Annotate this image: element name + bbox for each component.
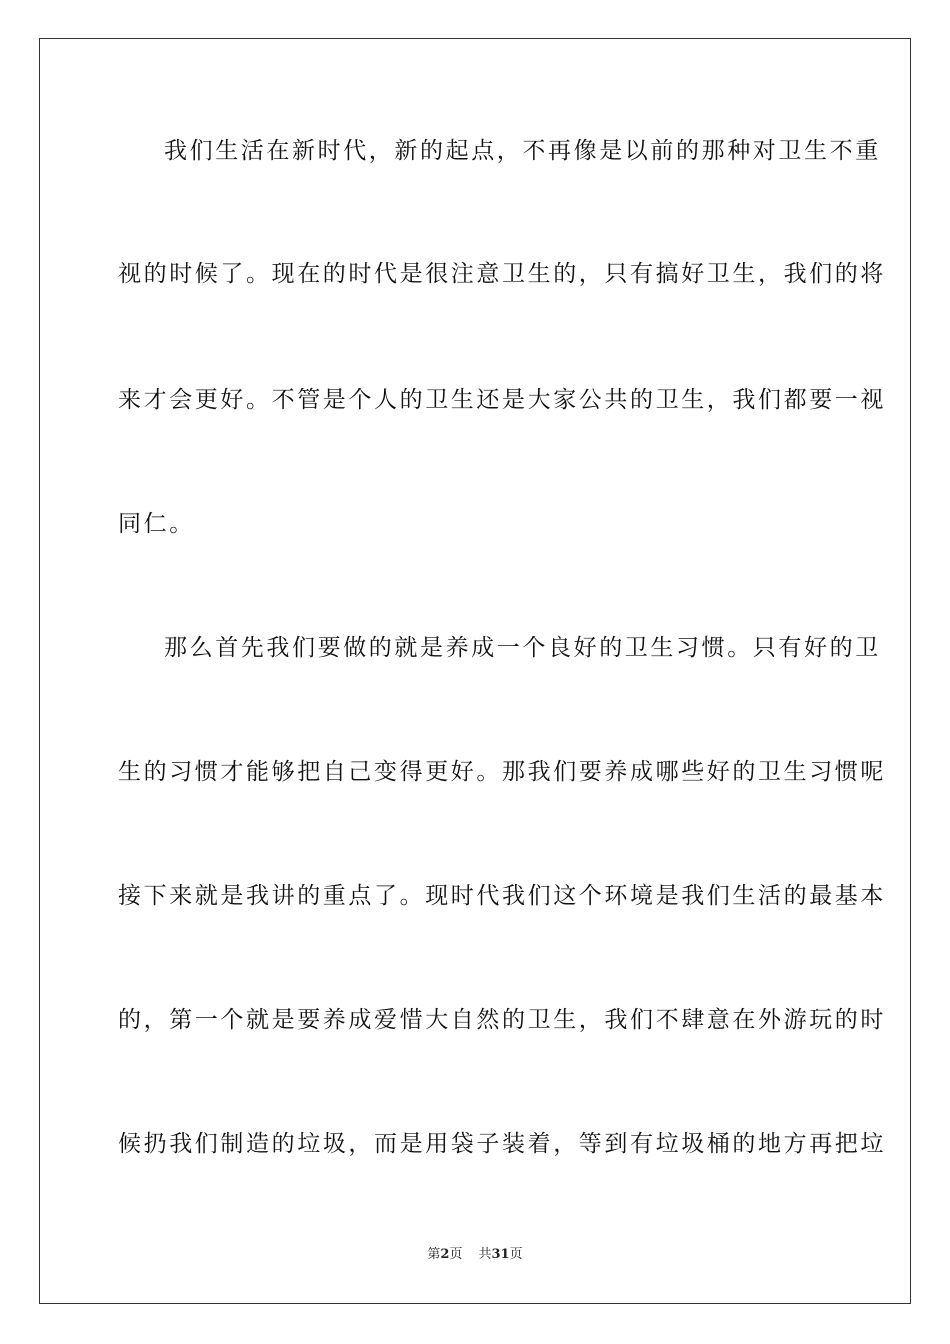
page-prefix: 第: [427, 1247, 441, 1262]
paragraph-1-line-2: 视的时候了。现在的时代是很注意卫生的，只有搞好卫生，我们的将: [118, 261, 886, 287]
paragraph-2-line-2: 生的习惯才能够把自己变得更好。那我们要养成哪些好的卫生习惯呢: [118, 759, 886, 785]
paragraph-1-line-4: 同仁。: [118, 511, 195, 537]
total-pages: 31: [491, 1247, 510, 1262]
paragraph-2-line-3: 接下来就是我讲的重点了。现时代我们这个环境是我们生活的最基本: [118, 883, 886, 909]
page-number: 2: [440, 1247, 450, 1262]
total-prefix: 共: [478, 1247, 492, 1262]
paragraph-1-line-3: 来才会更好。不管是个人的卫生还是大家公共的卫生，我们都要一视: [118, 387, 886, 413]
page-suffix: 页: [449, 1247, 463, 1262]
paragraph-2-line-5: 候扔我们制造的垃圾，而是用袋子装着，等到有垃圾桶的地方再把垃: [118, 1131, 886, 1157]
page-footer: [0, 1246, 950, 1264]
page-border: [39, 38, 911, 1304]
total-suffix: 页: [509, 1247, 523, 1262]
paragraph-1-line-1: 我们生活在新时代，新的起点，不再像是以前的那种对卫生不重: [164, 138, 881, 164]
paragraph-2-line-4: 的，第一个就是要养成爱惜大自然的卫生，我们不肆意在外游玩的时: [118, 1007, 886, 1033]
paragraph-2-line-1: 那么首先我们要做的就是养成一个良好的卫生习惯。只有好的卫: [164, 635, 881, 661]
